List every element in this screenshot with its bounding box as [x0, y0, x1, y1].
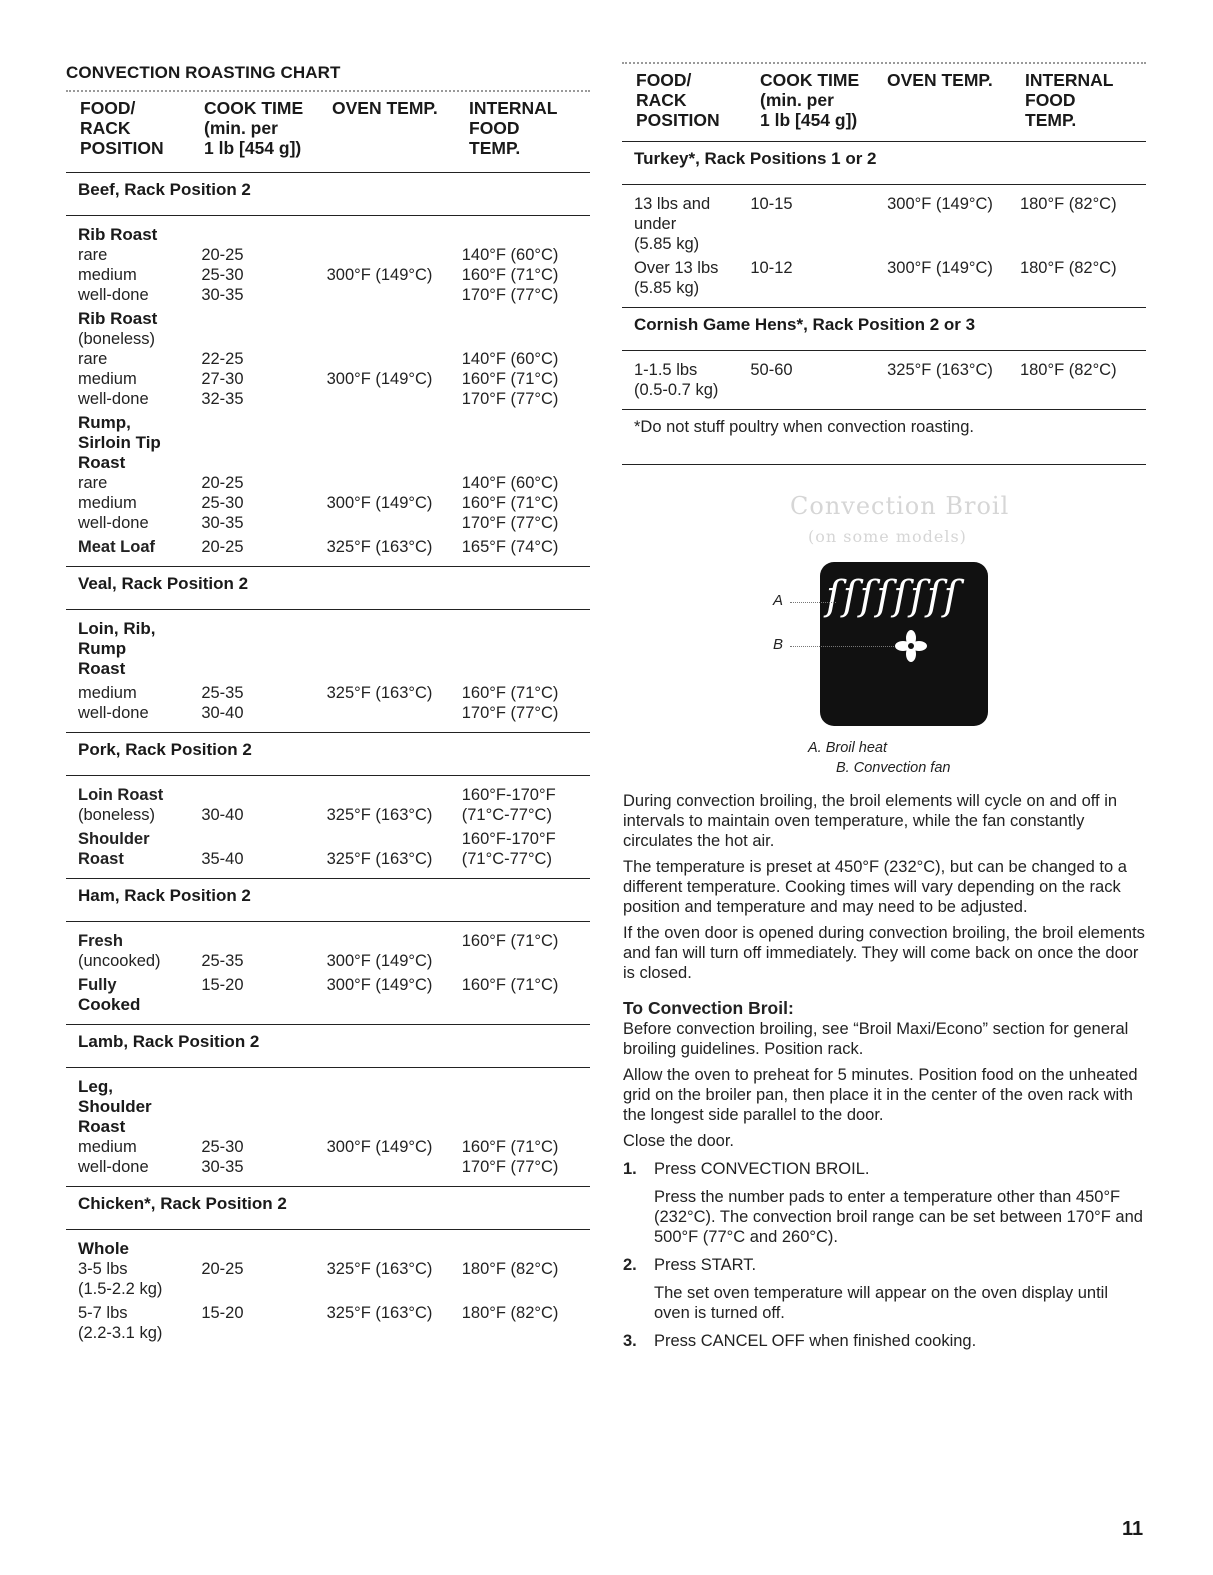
- header-cook-time: COOK TIME (min. per 1 lb [454 g]): [760, 70, 860, 130]
- section-turkey: Turkey*, Rack Positions 1 or 2: [634, 149, 877, 168]
- callout-label-b: B: [773, 636, 784, 653]
- dotted-divider: [66, 90, 590, 92]
- table-row: [78, 513, 590, 533]
- table-row: [78, 1303, 590, 1323]
- table-row: [78, 245, 590, 265]
- cell: [327, 703, 462, 723]
- cell: 27-30: [201, 370, 244, 388]
- table-row: [78, 829, 590, 849]
- footnote: *Do not stuff poultry when convection roasting.: [634, 418, 974, 436]
- table-row: [634, 194, 1146, 214]
- food-name: Roast: [78, 659, 126, 678]
- cell: 50-60: [750, 361, 793, 379]
- cell: 160°F (71°C): [461, 370, 559, 388]
- cell: 25-30: [201, 1138, 244, 1156]
- cell: 170°F (77°C): [461, 514, 559, 532]
- food-name: Cooked: [78, 995, 141, 1014]
- food-note: (5.85 kg): [634, 235, 700, 253]
- step-detail: The set oven temperature will appear on the oven display until oven is turned off.: [654, 1284, 1109, 1322]
- cell: 3-5 lbs: [78, 1260, 128, 1278]
- food-note: (boneless): [78, 330, 156, 348]
- cell: 30-40: [201, 806, 244, 824]
- cell: [462, 951, 590, 971]
- table-row: [78, 1259, 590, 1279]
- food-note: (2.2-3.1 kg): [78, 1324, 163, 1342]
- food-note: (0.5-0.7 kg): [634, 381, 719, 399]
- leader-line-b: [790, 646, 894, 647]
- cell: 325°F (163°C): [326, 806, 433, 824]
- cell: well-done: [78, 704, 149, 722]
- cell: 160°F (71°C): [461, 266, 559, 284]
- cell: 20-25: [201, 1260, 244, 1278]
- cell: 140°F (60°C): [461, 350, 559, 368]
- cell: 180°F (82°C): [1019, 361, 1117, 379]
- section-veal: Veal, Rack Position 2: [78, 574, 249, 593]
- food-note: (5.85 kg): [634, 279, 700, 297]
- broil-heat-icon: ſſſſſſſſ: [826, 573, 961, 619]
- step-number: 3.: [623, 1332, 637, 1350]
- cell: 22-25: [201, 350, 244, 368]
- cell: 25-30: [201, 494, 244, 512]
- cell: Fresh: [78, 932, 123, 950]
- cell: 32-35: [201, 390, 244, 408]
- table-row: [78, 1137, 590, 1157]
- cell: (uncooked): [78, 952, 161, 970]
- diagram-title: Convection Broil: [790, 492, 1010, 520]
- step-text: Press CANCEL OFF when finished cooking.: [654, 1332, 977, 1350]
- cell: 325°F (163°C): [887, 361, 993, 379]
- cell: 180°F (82°C): [461, 1304, 559, 1322]
- beef-body: [66, 216, 590, 566]
- cell: [327, 389, 462, 409]
- convection-roasting-chart: [66, 62, 590, 1352]
- section-chicken: Chicken*, Rack Position 2: [78, 1194, 287, 1213]
- cell: medium: [78, 494, 137, 512]
- step-2: [623, 1255, 1148, 1323]
- table-row: [78, 369, 590, 389]
- cell: 30-35: [201, 514, 244, 532]
- header-internal-temp: INTERNAL FOOD TEMP.: [1025, 70, 1114, 130]
- table-row: [78, 493, 590, 513]
- cell: 300°F (149°C): [326, 494, 433, 512]
- cell: 300°F (149°C): [887, 195, 993, 213]
- cell: 180°F (82°C): [461, 1260, 559, 1278]
- table-row: [78, 951, 590, 971]
- cell: 5-7 lbs: [78, 1304, 128, 1322]
- header-oven-temp: OVEN TEMP.: [887, 70, 993, 90]
- section-ham: Ham, Rack Position 2: [78, 886, 251, 905]
- paragraph: Before convection broiling, see “Broil Maxi/Econo” section for general broiling guidelines. Position rack.: [623, 1020, 1129, 1058]
- cell: Meat Loaf: [78, 538, 156, 556]
- section-heading: To Convection Broil:: [623, 998, 794, 1018]
- diagram-subtitle: (on some models): [808, 527, 967, 546]
- cell: Roast: [78, 850, 124, 868]
- cell: 170°F (77°C): [461, 390, 559, 408]
- header-food: FOOD/ RACK POSITION: [636, 70, 720, 130]
- cell: 180°F (82°C): [1019, 195, 1117, 213]
- cell: [327, 1157, 462, 1177]
- cell: 10-12: [750, 259, 793, 277]
- table-row: [634, 258, 1146, 278]
- header-cook-time: COOK TIME (min. per 1 lb [454 g]): [204, 98, 304, 158]
- paragraph: The temperature is preset at 450°F (232°C), but can be changed to a different temperature. Cooking times will vary depending on the rack position and temperature and may need to be adjusted.: [623, 858, 1127, 916]
- cell: 140°F (60°C): [461, 474, 559, 492]
- cell: 300°F (149°C): [326, 266, 433, 284]
- lamb-body: [66, 1068, 590, 1186]
- dotted-divider: [622, 62, 1146, 64]
- food-name: Rib Roast: [78, 309, 158, 328]
- table-row: [78, 785, 590, 805]
- table-row: [78, 849, 590, 869]
- header-food: FOOD/ RACK POSITION: [80, 98, 164, 158]
- cell: (boneless): [78, 806, 156, 824]
- cell: rare: [78, 474, 108, 492]
- cell: 325°F (163°C): [326, 1304, 433, 1322]
- cell: 300°F (149°C): [326, 976, 433, 994]
- cell: 20-25: [201, 474, 244, 492]
- rule: [622, 464, 1146, 465]
- cell: 325°F (163°C): [326, 1260, 433, 1278]
- cell: (71°C-77°C): [461, 806, 552, 824]
- cell: 300°F (149°C): [887, 259, 993, 277]
- food-name: Leg,: [78, 1077, 113, 1096]
- cell: (71°C-77°C): [461, 850, 552, 868]
- cell: 170°F (77°C): [461, 286, 559, 304]
- food-note: under: [634, 215, 677, 233]
- step-detail: Press the number pads to enter a temperature other than 450°F (232°C). The convection broil range can be set between 170°F and 500°F (77°C and 260°C).: [654, 1188, 1143, 1246]
- cell: [327, 473, 462, 493]
- food-name: Whole: [78, 1239, 129, 1258]
- cell: [327, 245, 462, 265]
- cell: 13 lbs and: [634, 195, 711, 213]
- cell: 30-35: [201, 1158, 244, 1176]
- table-row: [78, 703, 590, 723]
- food-name: Roast: [78, 1117, 126, 1136]
- callout-label-a: A: [773, 592, 784, 609]
- cell: rare: [78, 246, 108, 264]
- cell: 170°F (77°C): [461, 1158, 559, 1176]
- section-cornish-hens: Cornish Game Hens*, Rack Position 2 or 3: [634, 315, 976, 334]
- paragraph: Allow the oven to preheat for 5 minutes. Position food on the unheated grid on the broiler pan, then place it in the center of the oven rack with the longest side parallel to the door.: [623, 1066, 1138, 1124]
- table-row: [78, 349, 590, 369]
- cell: 160°F (71°C): [461, 932, 559, 950]
- caption-convection-fan: B. Convection fan: [836, 760, 951, 776]
- cell: well-done: [78, 286, 149, 304]
- table-row: [78, 389, 590, 409]
- section-beef: Beef, Rack Position 2: [78, 180, 251, 199]
- veal-body: [66, 610, 590, 732]
- step-number: 1.: [623, 1160, 637, 1178]
- turkey-body: [622, 185, 1146, 307]
- cell: 160°F (71°C): [461, 976, 559, 994]
- food-name: Loin, Rib,: [78, 619, 156, 638]
- cell: 20-25: [201, 538, 244, 556]
- cell: 300°F (149°C): [326, 952, 433, 970]
- cell: [327, 513, 462, 533]
- cell: well-done: [78, 390, 149, 408]
- step-text: Press CONVECTION BROIL.: [654, 1160, 870, 1178]
- cell: 160°F-170°F: [461, 786, 556, 804]
- step-text: Press START.: [654, 1256, 757, 1274]
- section-pork: Pork, Rack Position 2: [78, 740, 252, 759]
- table-row: [78, 473, 590, 493]
- cell: 20-25: [201, 246, 244, 264]
- cell: Over 13 lbs: [634, 259, 719, 277]
- chart-title: CONVECTION ROASTING CHART: [66, 63, 341, 82]
- cell: 30-40: [201, 704, 244, 722]
- step-3: [623, 1331, 1148, 1351]
- cell: 325°F (163°C): [326, 538, 433, 556]
- food-note: (1.5-2.2 kg): [78, 1280, 163, 1298]
- header-internal-temp: INTERNAL FOOD TEMP.: [469, 98, 558, 158]
- cell: [327, 285, 462, 305]
- cell: 165°F (74°C): [461, 538, 559, 556]
- cell: Shoulder: [78, 830, 150, 848]
- cell: medium: [78, 370, 137, 388]
- cell: medium: [78, 266, 137, 284]
- food-name: Rump: [78, 639, 127, 658]
- cell: Fully: [78, 976, 117, 994]
- cell: 25-35: [201, 952, 244, 970]
- food-name: Roast: [78, 453, 126, 472]
- cell: 25-35: [201, 684, 244, 702]
- cell: 160°F (71°C): [461, 1138, 559, 1156]
- ham-body: [66, 922, 590, 1024]
- hens-body: [622, 351, 1146, 409]
- cell: 160°F (71°C): [461, 494, 559, 512]
- table-row: [78, 975, 590, 995]
- cell: 160°F (71°C): [461, 684, 559, 702]
- table-row: [78, 683, 590, 703]
- caption-broil-heat: A. Broil heat: [808, 740, 887, 756]
- leader-line-a: [790, 602, 836, 603]
- paragraph: Close the door.: [623, 1132, 734, 1150]
- table-row: [78, 805, 590, 825]
- cell: [327, 349, 462, 369]
- cell: 300°F (149°C): [326, 1138, 433, 1156]
- food-name: Sirloin Tip: [78, 433, 161, 452]
- header-oven-temp: OVEN TEMP.: [332, 98, 438, 118]
- cell: 10-15: [750, 195, 793, 213]
- step-number: 2.: [623, 1256, 637, 1274]
- section-lamb: Lamb, Rack Position 2: [78, 1032, 260, 1051]
- cell: 160°F-170°F: [461, 830, 556, 848]
- table-row: [78, 537, 590, 557]
- chicken-body: [66, 1230, 590, 1352]
- cell: well-done: [78, 514, 149, 532]
- table-row: [78, 1157, 590, 1177]
- table-header: [622, 70, 1146, 130]
- step-1: [623, 1159, 1148, 1247]
- cell: 1-1.5 lbs: [634, 361, 698, 379]
- cell: medium: [78, 684, 137, 702]
- instructions: [623, 791, 1148, 1351]
- table-header: [66, 98, 590, 158]
- paragraph: If the oven door is opened during convection broiling, the broil elements and fan will turn off immediately. They will come back on once the door is closed.: [623, 924, 1145, 982]
- cell: 300°F (149°C): [326, 370, 433, 388]
- convection-roasting-chart-continued: [622, 62, 1146, 465]
- table-row: [78, 285, 590, 305]
- cell: 35-40: [201, 850, 244, 868]
- cell: rare: [78, 350, 108, 368]
- cell: 30-35: [201, 286, 244, 304]
- cell: Loin Roast: [78, 786, 164, 804]
- food-name: Rump,: [78, 413, 131, 432]
- cell: 140°F (60°C): [461, 246, 559, 264]
- food-name: Shoulder: [78, 1097, 152, 1116]
- cell: 325°F (163°C): [326, 850, 433, 868]
- table-row: [634, 360, 1146, 380]
- paragraph: During convection broiling, the broil elements will cycle on and off in intervals to maintain oven temperature, while the fan constantly circulates the hot air.: [623, 792, 1118, 850]
- cell: 15-20: [201, 976, 244, 994]
- table-row: [78, 931, 590, 951]
- cell: 25-30: [201, 266, 244, 284]
- cell: 180°F (82°C): [1019, 259, 1117, 277]
- convection-fan-icon: [893, 628, 929, 664]
- cell: well-done: [78, 1158, 149, 1176]
- page-number: 11: [1122, 1518, 1144, 1540]
- pork-body: [66, 776, 590, 878]
- cell: 170°F (77°C): [461, 704, 559, 722]
- cell: 325°F (163°C): [326, 684, 433, 702]
- cell: medium: [78, 1138, 137, 1156]
- food-name: Rib Roast: [78, 225, 158, 244]
- cell: 15-20: [201, 1304, 244, 1322]
- table-row: [78, 265, 590, 285]
